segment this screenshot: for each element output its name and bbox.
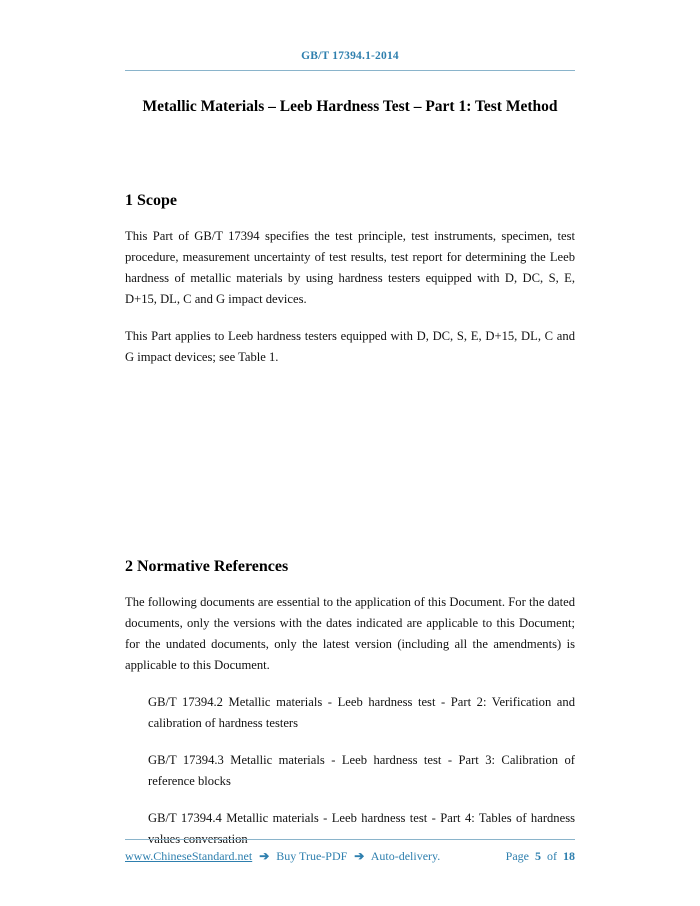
document-number: GB/T 17394.1-2014 bbox=[301, 50, 399, 62]
total-page-number: 18 bbox=[563, 849, 575, 863]
scope-paragraph-1: This Part of GB/T 17394 specifies the test principle, test instruments, specimen, test procedure, measurement uncertainty of test results, test report for determining the Leeb hardness of metallic materials by using hardness testers equipped with D, DC, S, E, D+15, DL, C and G impact devices. bbox=[125, 229, 575, 306]
reference-item: GB/T 17394.2 Metallic materials - Leeb hardness test - Part 2: Verification and calibration of hardness testers bbox=[148, 695, 575, 730]
of-label: of bbox=[547, 849, 557, 863]
section-scope-heading: 1 Scope bbox=[125, 192, 177, 209]
reference-item: GB/T 17394.3 Metallic materials - Leeb hardness test - Part 3: Calibration of reference blocks bbox=[148, 753, 575, 788]
website-link[interactable]: www.ChineseStandard.net bbox=[125, 849, 253, 863]
page-indicator bbox=[503, 849, 575, 864]
auto-delivery-label: Auto-delivery. bbox=[370, 849, 441, 863]
footer-left bbox=[125, 849, 444, 864]
page-content bbox=[0, 50, 700, 850]
footer-divider bbox=[125, 839, 575, 840]
section-normative-references bbox=[125, 558, 575, 850]
arrow-right-icon: ➔ bbox=[259, 849, 270, 863]
section-references-heading: 2 Normative References bbox=[125, 558, 289, 575]
current-page-number: 5 bbox=[535, 849, 541, 863]
page-footer bbox=[125, 839, 575, 864]
page-label: Page bbox=[505, 849, 529, 863]
document-title: Metallic Materials – Leeb Hardness Test – Part 1: Test Method bbox=[142, 98, 558, 115]
header-divider bbox=[125, 70, 575, 71]
section-scope bbox=[125, 192, 575, 368]
scope-paragraph-2: This Part applies to Leeb hardness testers equipped with D, DC, S, E, D+15, DL, C and G impact devices; see Table 1. bbox=[125, 329, 575, 364]
buy-true-pdf-label: Buy True-PDF bbox=[276, 849, 348, 863]
references-intro-paragraph: The following documents are essential to the application of this Document. For the dated documents, only the versions with the dates indicated are applicable to this Document; for the undated documents, only the latest version (including all the amendments) is applicable to this Document. bbox=[125, 595, 575, 672]
page-header bbox=[125, 50, 575, 71]
reference-item: GB/T 17394.4 Metallic materials - Leeb hardness test - Part 4: Tables of hardness values conversation bbox=[148, 811, 575, 846]
footer-row bbox=[125, 849, 575, 864]
arrow-right-icon: ➔ bbox=[354, 849, 365, 863]
